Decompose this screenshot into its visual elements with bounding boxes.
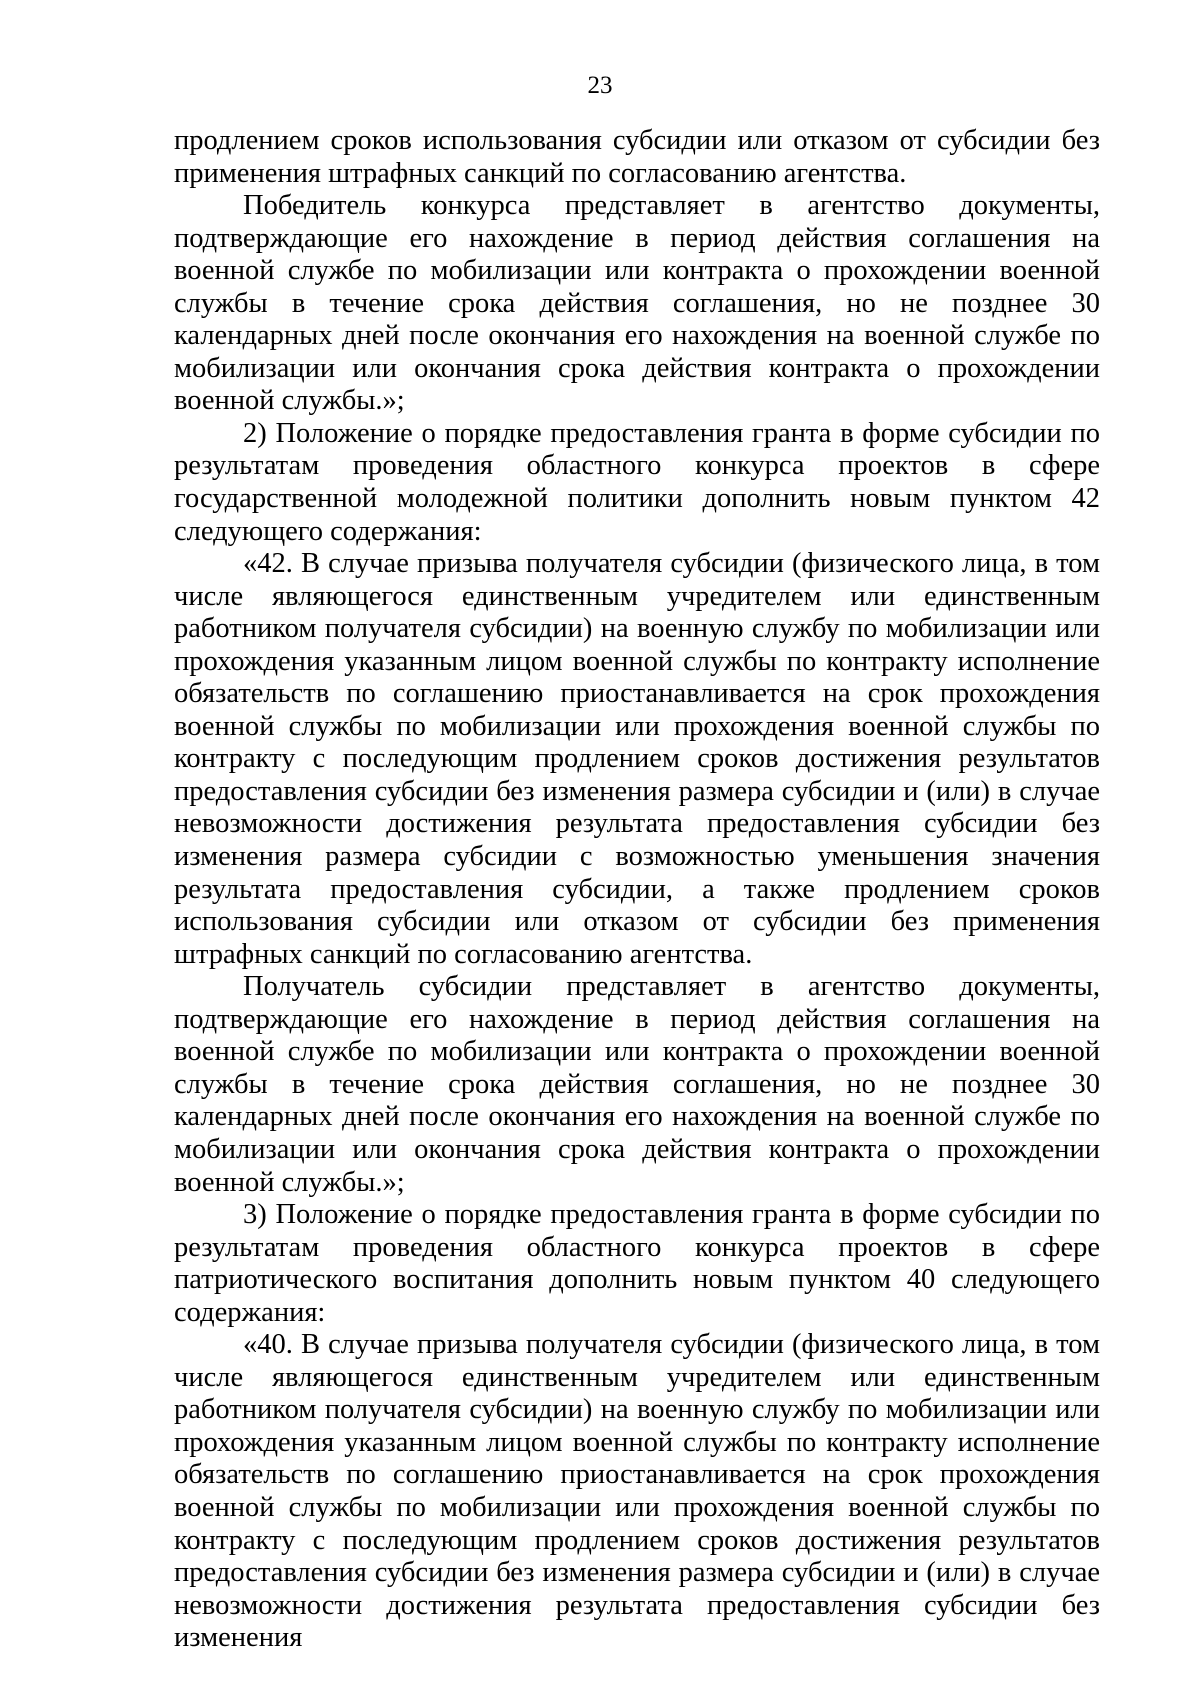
paragraph-clause-42: «42. В случае призыва получателя субсидии (физического лица, в том числе являющегося единственным учредителем или единственным работником получателя субсидии) на военную службу по мобилизации или прохождения указанным лицом военной службы по контракту исполнение обязательств по соглашению приостанавливается на срок прохождения военной службы по мобилизации или прохождения военной службы по контракту с последующим продлением сроков достижения результатов предоставления субсидии без изменения размера субсидии и (или) в случае невозможности достижения результата предоставления субсидии без изменения размера субсидии с возможностью уменьшения значения результата предоставления субсидии, а также продлением сроков использования субсидии или отказом от субсидии без применения штрафных санкций по согласованию агентства. bbox=[174, 548, 1100, 970]
page-number: 23 bbox=[587, 72, 613, 99]
paragraph-continuation: продлением сроков использования субсидии или отказом от субсидии без применения штрафных санкций по согласованию агентства. bbox=[174, 125, 1100, 189]
document-body bbox=[174, 125, 1100, 1655]
paragraph-amendment-2: 2) Положение о порядке предоставления гранта в форме субсидии по результатам проведения областного конкурса проектов в сфере государственной молодежной политики дополнить новым пунктом 42 следующего содержания: bbox=[174, 417, 1100, 547]
paragraph-clause-40: «40. В случае призыва получателя субсидии (физического лица, в том числе являющегося единственным учредителем или единственным работником получателя субсидии) на военную службу по мобилизации или прохождения указанным лицом военной службы по контракту исполнение обязательств по соглашению приостанавливается на срок прохождения военной службы по мобилизации или прохождения военной службы по контракту с последующим продлением сроков достижения результатов предоставления субсидии без изменения размера субсидии и (или) в случае невозможности достижения результата предоставления субсидии без изменения bbox=[174, 1329, 1100, 1654]
paragraph-amendment-3: 3) Положение о порядке предоставления гранта в форме субсидии по результатам проведения областного конкурса проектов в сфере патриотического воспитания дополнить новым пунктом 40 следующего содержания: bbox=[174, 1199, 1100, 1328]
paragraph-recipient-documents: Получатель субсидии представляет в агентство документы, подтверждающие его нахождение в период действия соглашения на военной службе по мобилизации или контракта о прохождении военной службы в течение срока действия соглашения, но не позднее 30 календарных дней после окончания его нахождения на военной службе по мобилизации или окончания срока действия контракта о прохождении военной службы.»; bbox=[174, 971, 1100, 1198]
paragraph-winner-documents: Победитель конкурса представляет в агентство документы, подтверждающие его нахождение в период действия соглашения на военной службе по мобилизации или контракта о прохождении военной службы в течение срока действия соглашения, но не позднее 30 календарных дней после окончания его нахождения на военной службе по мобилизации или окончания срока действия контракта о прохождении военной службы.»; bbox=[174, 190, 1100, 417]
